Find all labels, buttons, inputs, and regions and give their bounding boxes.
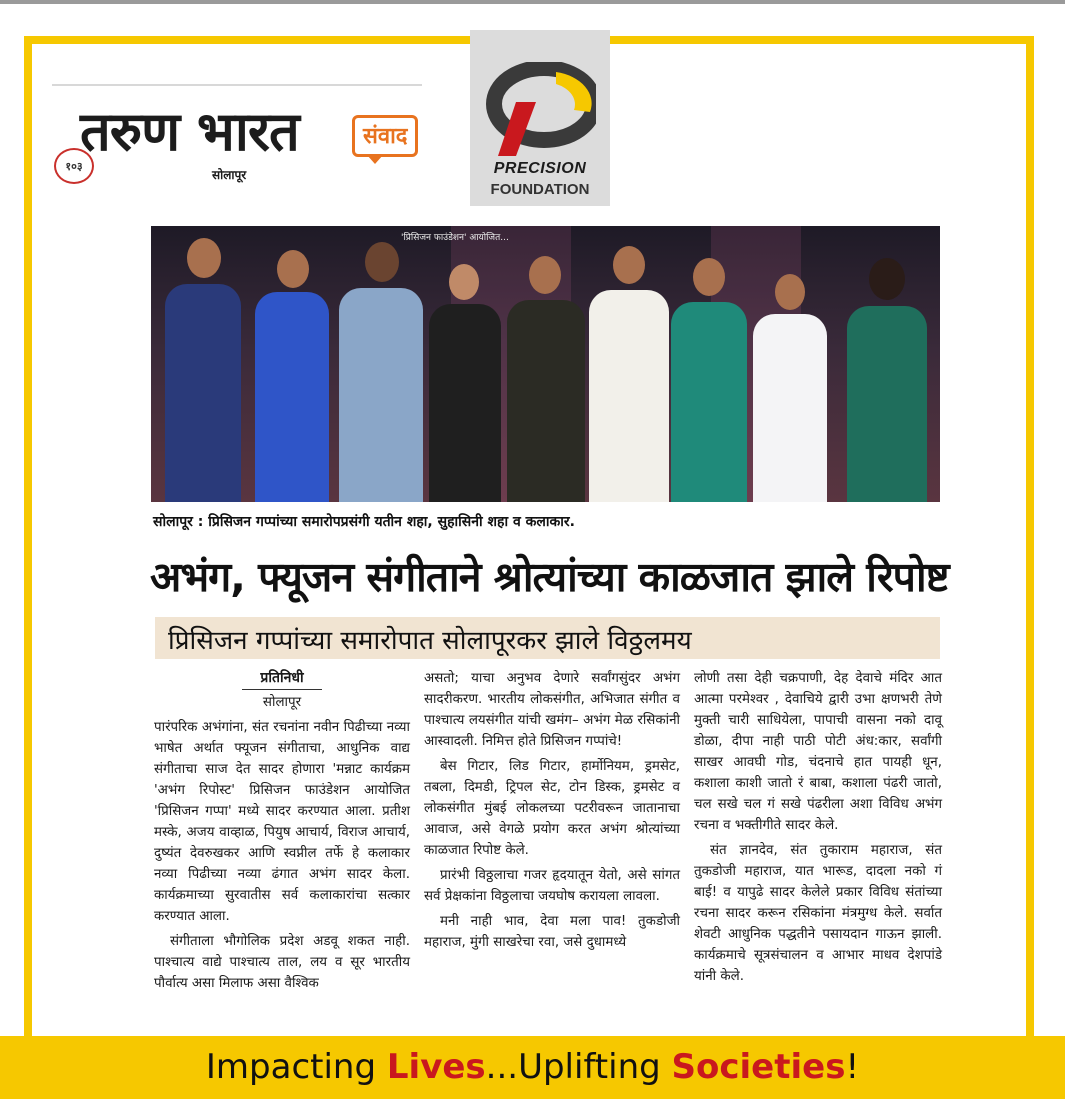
newspaper-name: तरुण भारत — [80, 100, 299, 163]
person-figure — [839, 252, 935, 502]
person-figure — [747, 268, 833, 502]
paragraph: प्रारंभी विठ्ठलाचा गजर हृदयातून येतो, असे सांगत सर्व प्रेक्षकांना विठ्ठलाचा जयघोष करायला लावला. — [424, 868, 680, 904]
logo-subtitle: FOUNDATION — [490, 181, 590, 198]
paragraph: मनी नाही भाव, देवा मला पाव! तुकडोजी महाराज, मुंगी साखरेचा रवा, जसे दुधामध्ये — [424, 914, 680, 950]
subheadline: प्रिसिजन गप्पांच्या समारोपात सोलापूरकर झाले विठ्ठलमय — [168, 626, 692, 656]
edition-city: सोलापूर — [212, 168, 247, 182]
article-column-1 — [154, 668, 410, 994]
person-figure — [423, 258, 507, 502]
footer-tagline: Impacting Lives...Uplifting Societies! — [205, 1047, 860, 1087]
stage-banner-text: 'प्रिसिजन फाउंडेशन' आयोजित... — [401, 233, 509, 243]
person-figure — [583, 240, 675, 502]
masthead-rule — [52, 84, 422, 86]
byline: प्रतिनिधी — [260, 670, 304, 686]
paragraph: संगीताला भौगोलिक प्रदेश अडवू शकत नाही. पाश्चात्य वाद्ये पाश्चात्य ताल, लय व सूर भारतीय पौर्वात्य असा मिलाफ असा वैश्विक — [154, 934, 410, 991]
dateline-place: सोलापूर — [262, 695, 302, 710]
top-divider — [0, 0, 1065, 4]
person-figure — [159, 232, 247, 502]
event-photo — [151, 226, 940, 502]
person-figure — [665, 252, 753, 502]
precision-logo — [470, 30, 610, 206]
person-figure — [501, 250, 591, 502]
article-column-3 — [694, 668, 942, 987]
paragraph: असतो; याचा अनुभव देणारे सर्वांगसुंदर अभंग सादरीकरण. भारतीय लोकसंगीत, अभिजात संगीत व पाश्चात्य लयसंगीत यांची खमंग– अभंग मेळ रसिकांनी आस्वादली. निमित्त होते प्रिसिजन गप्पांचे! — [424, 671, 680, 749]
person-figure — [333, 234, 429, 502]
paragraph: संत ज्ञानदेव, संत तुकाराम महाराज, संत तुकडोजी महाराज, यात भारूड, दादला नको गं बाई! व यापुढे सादर केलेले प्रकार विविध संतांच्या रचना सादर करून रसिकांना मंत्रमुग्ध केले. सर्वात शेवटी आधुनिक पद्धतीने पसायदान गाऊन झाली. कार्यक्रमाचे सूत्रसंचालन व आभार माधव देशपांडे यांनी केले. — [694, 843, 942, 984]
logo-brand: PRECISION — [493, 160, 587, 177]
photo-caption: सोलापूर : प्रिसिजन गप्पांच्या समारोपप्रसंगी यतीन शहा, सुहासिनी शहा व कलाकार. — [153, 514, 575, 530]
paragraph: लोणी तसा देही चक्रपाणी, देह देवाचे मंदिर आत आत्मा परमेश्वर , देवाचिये द्वारी उभा क्षणभरी तेणे मुक्ती चारी साधियेला, पापाची वासना नको दावू डोळा, दीपा नाही पाठी पोटी अंध:कार, सर्वांगी साखर आवघी गोड, चंदनाचे हात पायही धून, कशाला काशी जातो रं बाबा, कशाला पंढरी जातो, चल सखे चल गं सखे पंढरीला अशा विविध अभंग रचना व भक्तीगीते सादर केले. — [694, 671, 942, 833]
byline-rule — [242, 689, 322, 690]
headline: अभंग, फ्यूजन संगीताने श्रोत्यांच्या काळजात झाले रिपोष्ट — [150, 553, 949, 601]
person-figure — [247, 240, 337, 502]
precision-logo-icon — [486, 62, 596, 158]
paragraph: पारंपरिक अभंगांना, संत रचनांना नवीन पिढीच्या नव्या भाषेत अर्थात फ्यूजन संगीताचा, आधुनिक वाद्य संगीताचा साज देत सादर होणारा 'मन्नाट कार्यक्रम 'अभंग रिपोस्ट' प्रिसिजन फाउंडेशन आयोजित 'प्रिसिजन गप्पा' मध्ये सादर करण्यात आला. प्रतीश मस्के, अजय वाव्हाळ, पियुष आचार्य, विराज आचार्य, दुष्यंत देवरुखकर आणि स्वप्नील तर्फे हे कलाकार नव्या पिढीच्या नव्या ढंगात अभंग सादर केला. कार्यक्रमाच्या सुरवातीस सर्व कलाकारांचा सत्कार करण्यात आला. — [154, 720, 410, 924]
anniversary-seal-icon: १०३ — [54, 148, 94, 184]
samvad-badge: संवाद — [352, 115, 418, 157]
paragraph: बेस गिटार, लिड गिटार, हार्मोनियम, ड्रमसेट, तबला, दिमडी, ट्रिपल सेट, टोन डिस्क, ड्रमसेट व लोकसंगीत मुंबई लोकलच्या पटरीवरून जातानाचा आवाज, असे वेगळे प्रयोग करत अभंग श्रोत्यांच्या काळजात रिपोष्ट केले. — [424, 759, 680, 858]
footer-banner — [0, 1036, 1065, 1099]
article-column-2 — [424, 668, 680, 953]
